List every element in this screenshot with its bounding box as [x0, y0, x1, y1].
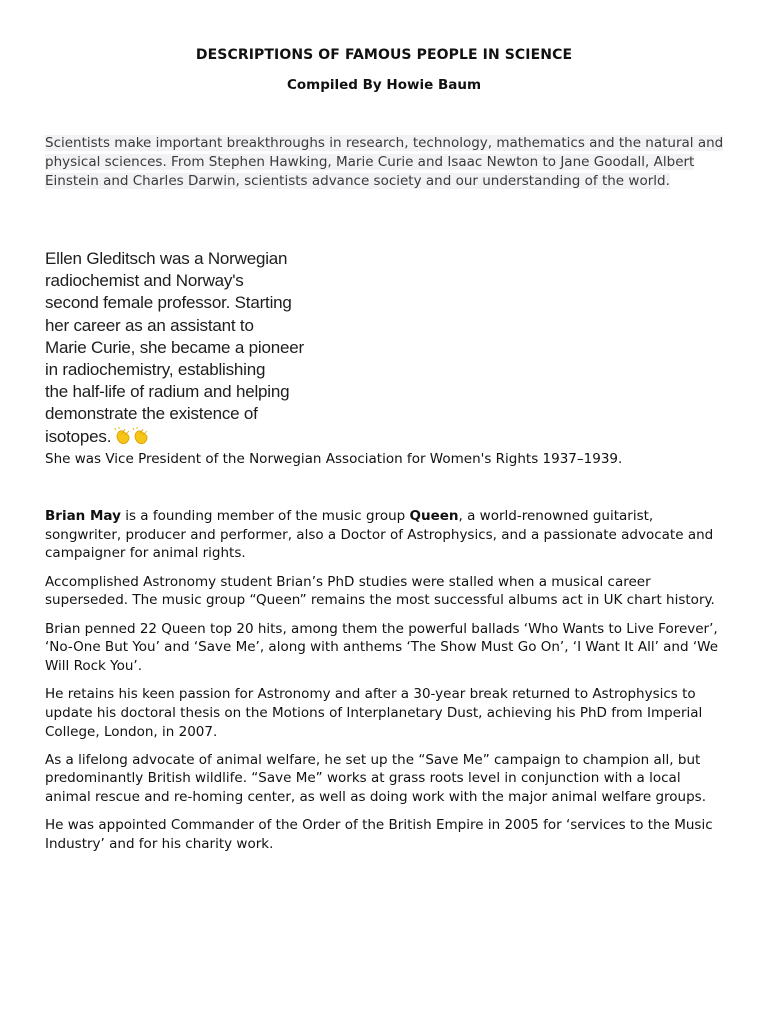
bio-paragraph: Brian penned 22 Queen top 20 hits, among them the powerful ballads ‘Who Wants to Live Forever’, ‘No-One But You’ and ‘Save Me’, along with anthems ‘The Show Must Go On’, ‘I Want It All’ and ‘We Will Rock You’. — [45, 620, 718, 674]
clapping-hands-icon — [114, 427, 152, 451]
quote-line: second female professor. Starting — [45, 293, 292, 313]
bio-paragraph: As a lifelong advocate of animal welfare, he set up the “Save Me” campaign to champion all, but predominantly British wildlife. “Save Me” works at grass roots level in conjunction with a local animal rescue and re-homing center, as well as doing work with the major animal welfare groups. — [45, 751, 706, 806]
quote-line-text: isotopes. — [45, 426, 112, 446]
quote-line-last — [45, 426, 345, 451]
quote-line: demonstrate the existence of — [45, 404, 258, 424]
intro-paragraph — [45, 134, 725, 190]
bio-text: , a world-renowned guitarist, songwriter, producer and performer, also a Doctor of Astrophysics, and a passionate advocate and campaigner for animal rights. — [45, 508, 714, 562]
bio-text: is a founding member of the music group — [120, 508, 410, 524]
bio-paragraph: Accomplished Astronomy student Brian’s PhD studies were stalled when a musical career superseded. The music group “Queen” remains the most successful albums act in UK chart history. — [45, 573, 715, 609]
quote-line: in radiochemistry, establishing — [45, 360, 266, 380]
brian-may-section — [45, 507, 730, 863]
gleditsch-quote-image — [45, 248, 345, 451]
quote-line: Marie Curie, she became a pioneer — [45, 337, 304, 357]
bio-band-name: Queen — [409, 508, 459, 524]
intro-text: Scientists make important breakthroughs in research, technology, mathematics and the natural and physical sciences. From Stephen Hawking, Marie Curie and Isaac Newton to Jane Goodall, Albert Einstein and Charles Darwin, scientists advance society and our understanding of the world. — [45, 135, 724, 189]
bio-paragraph — [45, 507, 730, 563]
quote-line: the half-life of radium and helping — [45, 382, 290, 402]
quote-line: Ellen Gleditsch was a Norwegian — [45, 249, 288, 268]
page-title: DESCRIPTIONS OF FAMOUS PEOPLE IN SCIENCE — [195, 47, 573, 63]
page-subtitle: Compiled By Howie Baum — [286, 77, 482, 93]
bio-paragraph: He was appointed Commander of the Order of the British Empire in 2005 for ‘services to the Music Industry’ and for his charity work. — [45, 817, 713, 853]
quote-line: radiochemist and Norway's — [45, 271, 244, 291]
gleditsch-vp-text: She was Vice President of the Norwegian Association for Women's Rights 1937–1939. — [45, 451, 623, 467]
bio-name: Brian May — [45, 508, 121, 524]
bio-paragraph: He retains his keen passion for Astronomy and after a 30-year break returned to Astrophysics to update his doctoral thesis on the Motions of Interplanetary Dust, achieving his PhD from Imperial College, London, in 2007. — [45, 686, 703, 740]
quote-line: her career as an assistant to — [45, 315, 254, 335]
